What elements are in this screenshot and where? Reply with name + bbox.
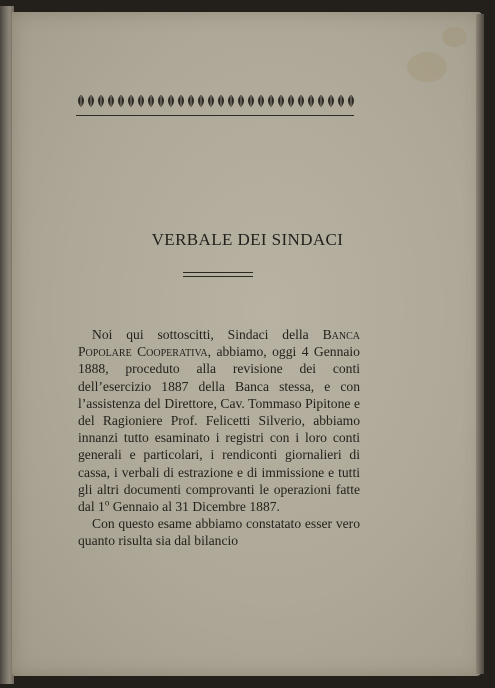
ornament-leaf-icon — [348, 95, 354, 107]
ornament-leaf-icon — [138, 95, 144, 107]
ornament-pattern-icon — [76, 94, 354, 108]
ornament-leaf-icon — [158, 95, 164, 107]
ornament-leaf-icon — [328, 95, 334, 107]
ornament-leaf-icon — [198, 95, 204, 107]
ornament-leaf-icon — [258, 95, 264, 107]
ornament-leaf-icon — [168, 95, 174, 107]
ornament-leaf-icon — [188, 95, 194, 107]
ornament-leaf-icon — [78, 95, 84, 107]
ornament-leaf-icon — [88, 95, 94, 107]
ornament-leaf-icon — [218, 95, 224, 107]
ornament-leaf-icon — [338, 95, 344, 107]
ornament-leaf-icon — [288, 95, 294, 107]
paragraph-1 — [78, 326, 360, 515]
body-text — [78, 326, 360, 550]
ornament-leaf-icon — [128, 95, 134, 107]
ornament-leaf-icon — [238, 95, 244, 107]
bank-name: Banca Popolare Cooperativa — [78, 327, 360, 360]
ornament-leaf-icon — [148, 95, 154, 107]
paper-stain — [442, 27, 467, 47]
ornament-leaf-icon — [208, 95, 214, 107]
ornament-rule — [76, 115, 354, 116]
decorative-ornament-band — [76, 94, 354, 108]
ornament-leaf-icon — [298, 95, 304, 107]
ornament-leaf-icon — [318, 95, 324, 107]
ornament-leaf-icon — [178, 95, 184, 107]
page-edge — [476, 14, 484, 674]
paragraph-1-middle: , abbiamo, oggi 4 Gennaio 1888, proceduto alla revisione dei conti dell’esercizio 1887 della Banca stessa, e con l’assistenza del Direttore, Cav. Tommaso Pipitone e del Ragioniere Prof. Felicetti Silverio, abbiamo innanzi tutto esaminato i registri con i loro conti generali e particolari, i rendiconti giornalieri di cassa, i verbali di estrazione e di immissione e tutti gli altri documenti comprovanti le operazioni fatte dal 1 — [78, 344, 360, 515]
ornament-leaf-icon — [248, 95, 254, 107]
ornament-leaf-icon — [308, 95, 314, 107]
title-rule-bottom — [183, 276, 253, 277]
ornament-leaf-icon — [278, 95, 284, 107]
ornament-leaf-icon — [108, 95, 114, 107]
paragraph-2: Con questo esame abbiamo constatato esser vero quanto risulta sia dal bilancio — [78, 516, 360, 549]
paragraph-1-tail: Gennaio al 31 Dicembre 1887. — [109, 499, 280, 515]
title-rule-top — [183, 272, 253, 273]
ornament-leaf-icon — [118, 95, 124, 107]
ornament-leaf-icon — [98, 95, 104, 107]
document-title: VERBALE DEI SINDACI — [151, 230, 344, 249]
paragraph-1-lead: Noi qui sottoscitti, Sindaci della — [92, 327, 323, 342]
ornament-leaf-icon — [228, 95, 234, 107]
paper-stain — [407, 52, 447, 82]
ornament-leaf-icon — [268, 95, 274, 107]
ordinal-superscript: o — [104, 497, 110, 508]
